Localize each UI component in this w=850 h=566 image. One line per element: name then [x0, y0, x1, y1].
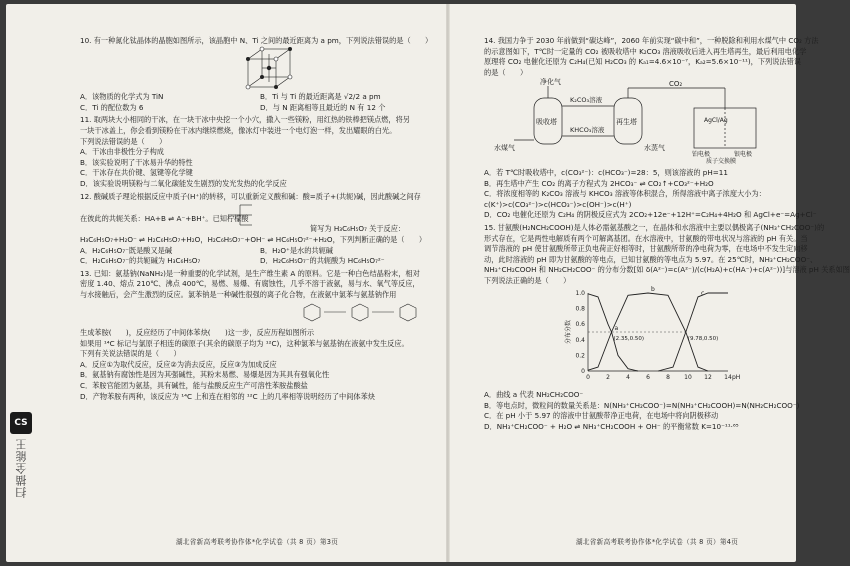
q15-option-a[interactable]: A．曲线 a 代表 NH₂CH₂COO⁻ — [484, 390, 584, 400]
q11-question: 下列说法错误的是（ ） — [80, 136, 167, 146]
right-page-footer: 湖北省新高考联考协作体*化学试卷（共 8 页）第4页 — [576, 538, 739, 546]
q11-option-c[interactable]: C．干冰存在共价键、氢键等化学键 — [80, 168, 193, 178]
label-pt-electrode: 铂电极 — [692, 151, 711, 159]
q10-option-c[interactable]: C．Ti 的配位数为 6 — [80, 102, 144, 112]
x-axis-label: pH — [732, 373, 741, 381]
q12-option-c[interactable]: C．H₂C₆H₅O₇⁻的共轭碱为 H₃C₆H₅O₇ — [80, 256, 201, 266]
x-tick-label: 0 — [586, 373, 590, 381]
series-label-b: b — [651, 285, 655, 293]
label-co2: CO₂ — [669, 80, 683, 89]
label-absorber: 吸收塔 — [536, 118, 557, 127]
q11-option-b[interactable]: B．该实验说明了干冰易升华的特性 — [80, 157, 193, 167]
q13-option-b[interactable]: B．氨基钠有腐蚀性是因为其强碱性，其粉末易燃、易爆是因为其具有强氧化性 — [80, 370, 330, 380]
q13-option-c[interactable]: C．苯胺官能团为氨基，具有碱性，能与盐酸反应生产可溶性苯胺盐酸盐 — [80, 381, 308, 391]
x-tick-label: 4 — [626, 373, 630, 381]
left-page — [80, 34, 440, 402]
q15-stem-4: 动，此时溶液的 pH 即为甘氨酸的等电点，已知甘氨酸的等电点为 5.97。在 25℃时，NH₃⁺CH₂COO⁻、 — [484, 254, 818, 264]
q15-question: 下列说法正确的是（ ） — [484, 275, 571, 285]
label-regenerator: 再生塔 — [616, 118, 637, 127]
x-tick-label: 6 — [646, 373, 650, 381]
q15-stem: 15. 甘氨酸(H₂NCH₂COOH)是人体必需氨基酸之一，在晶体和水溶液中主要以偶极离子(NH₃⁺CH₂COO⁻)的 — [484, 222, 825, 232]
q14-option-d[interactable]: D．CO₂ 电催化还原为 C₂H₄ 的阴极反应式为 2CO₂+12e⁻+12H⁺=C₂H₄+4H₂O 和 AgCl+e⁻=Ag+Cl⁻ — [484, 210, 817, 220]
x-tick-label: 2 — [606, 373, 610, 381]
q14-stem-2: 的示意图如下，T℃时一定量的 CO₂ 被吸收塔中 K₂CO₃ 溶液吸收后进入再生塔再生，最后利用电化学 — [484, 46, 807, 56]
series-line-a — [588, 293, 638, 370]
y-tick-label: 0.2 — [575, 351, 585, 359]
q15-option-c[interactable]: C．在 pH 小于 5.97 的溶液中甘氨酸带净正电荷，在电场中将向阴极移动 — [484, 411, 719, 421]
label-water-gas: 水煤气 — [494, 144, 515, 153]
q12-equation: H₃C₆H₅O₇+H₂O⁻ ⇌ H₂C₆H₅O₇+H₂O，H₂C₆H₅O₇⁻+OH⁻ ⇌ HC₆H₅O₇²⁻+H₂O，下列判断正确的是（ ） — [80, 234, 427, 244]
label-purified-gas: 净化气 — [540, 78, 561, 87]
q14-option-b[interactable]: B．再生塔中产生 CO₂ 的离子方程式为 2HCO₃⁻ ⇌ CO₂↑+CO₃²⁻+H₂O — [484, 178, 714, 188]
q13-stem-2: 密度 1.40、熔点 210℃、沸点 400℃，易燃、易爆、有腐蚀性，几乎不溶于液氨，易与水、氧气等反应， — [80, 279, 420, 289]
y-tick-label: 0 — [581, 367, 585, 375]
y-tick-label: 0.8 — [575, 305, 585, 313]
q15-option-b[interactable]: B．等电点时，微粒间的数量关系是：N(NH₃⁺CH₂COO⁻)=N(NH₃⁺CH₂COOH)=N(NH₂CH₂COO⁻) — [484, 400, 800, 410]
q10-option-a[interactable]: A．该物质的化学式为 TiN — [80, 92, 164, 102]
q15-option-d[interactable]: D．NH₃⁺CH₂COO⁻ + H₂O ⇌ NH₃⁺CH₂COOH + OH⁻ 的平衡常数 K=10⁻¹¹·⁶⁵ — [484, 421, 739, 431]
q14-question: 的是（ ） — [484, 67, 528, 77]
q11-option-d[interactable]: D．该实验说明镁粉与二氧化碳能发生剧烈的发光发热的化学反应 — [80, 178, 287, 188]
exam-sheet — [6, 4, 850, 562]
q14-option-c[interactable]: C．将浓度相等的 K₂CO₃ 溶液与 KHCO₃ 溶液等体积混合，所得溶液中离子浓度大小为： — [484, 189, 766, 199]
distribution-chart — [564, 287, 744, 387]
crystal-cell-figure — [240, 47, 300, 89]
co2-capture-diagram — [494, 78, 774, 164]
y-tick-label: 0.6 — [575, 320, 585, 328]
x-tick-label: 14 — [724, 373, 732, 381]
q15-stem-5: NH₃⁺CH₂COOH 和 NH₂CH₂COO⁻ 的分布分数[如 δ(A²⁻)=c(A²⁻)/(c(H₂A)+c(HA⁻)+c(A²⁻))]与溶液 pH 关系如图 — [484, 265, 850, 275]
q12-stem: 12. 酸碱质子理论根据反应中质子(H⁺)的转移，可以重新定义酸和碱：酸=质子+(共轭)碱，因此酸碱之间存 — [80, 191, 421, 201]
page-fold — [446, 4, 450, 562]
q14-stem: 14. 我国力争于 2030 年前做到“碳达峰”，2060 年前实现“碳中和”，一种脱除和利用水煤气中 CO₂ 方法 — [484, 36, 819, 45]
q12-option-d[interactable]: D．H₂C₆H₅O₇⁻的共轭酸为 HC₆H₅O₇²⁻ — [260, 256, 385, 266]
x-tick-label: 12 — [704, 373, 712, 381]
q13-stem: 13. 已知：氨基钠(NaNH₂)是一种重要的化学试剂，是生产维生素 A 的原料。它是一种白色结晶粉末，相对 — [80, 268, 420, 278]
q14-option-c-2: c(K⁺)>c(CO₃²⁻)>c(HCO₃⁻)>c(OH⁻)>c(H⁺) — [484, 199, 632, 209]
q12-options-row1 — [80, 246, 440, 257]
q14-stem-3: 原理将 CO₂ 电催化还原为 C₂H₄(已知 H₂CO₃ 的 Kₐ₁=4.6×10⁻⁷，Kₐ₂=5.6×10⁻¹¹)，下列说法错误 — [484, 57, 801, 67]
left-page-footer: 湖北省新高考联考协作体*化学试卷（共 8 页）第3页 — [176, 538, 339, 546]
q13-stem-3: 与水接触后，会产生激烈的反应。氯苯钠是一种碱性很强的离子化合物，在液氨中氯苯与氨基钠作用 — [80, 289, 397, 299]
q14-option-a[interactable]: A．若 T℃时吸收塔中，c(CO₃²⁻)：c(HCO₃⁻)=28：5，则该溶液的 pH=11 — [484, 167, 728, 177]
x-tick-label: 8 — [666, 373, 670, 381]
q12-options-row2 — [80, 256, 440, 267]
scanner-logo: CS — [10, 412, 32, 434]
q10-option-d[interactable]: D．与 N 距离相等且最近的 N 有 12 个 — [260, 102, 386, 112]
y-axis-label: 分布分数 — [565, 319, 572, 344]
q15-stem-3: 调节溶液的 pH 使甘氨酸所带正负电荷正好相等时，甘氨酸所带的净电荷为零，在电场中不发生定向移 — [484, 244, 808, 254]
q10-options-row2 — [80, 103, 440, 114]
q12-option-b[interactable]: B．H₂O⁺是水的共轭碱 — [260, 245, 333, 255]
label-khco3: KHCO₃溶液 — [570, 126, 605, 135]
q13-stem-4: 生成苯胺( )，反应经历了中间体苯炔( )这一步，反应历程如图所示 — [80, 328, 315, 338]
series-label-a: a — [614, 324, 619, 332]
right-page — [484, 34, 850, 432]
label-steam: 水蒸气 — [644, 144, 665, 153]
q11-option-a[interactable]: A．干冰由非极性分子构成 — [80, 147, 164, 157]
label-membrane: 质子交换膜 — [706, 158, 737, 166]
q10-options-row1 — [80, 92, 440, 103]
annotation-point-1: (2.35,0.50) — [613, 335, 645, 342]
reaction-mechanism-figure — [300, 300, 430, 330]
q10-stem: 10. 有一种氮化钛晶体的晶胞如图所示，该晶胞中 N、Ti 之间的最近距离为 a pm，下列说法错误的是（ ） — [80, 36, 433, 45]
q11-stem-2: 一块干冰盖上，你会看到镁粉在干冰内继续燃烧，像冰灯中装进一个电灯泡一样，发出耀眼的白光。 — [80, 125, 397, 135]
q13-option-d[interactable]: D．产物苯胺有两种，该反应为 ¹⁴C 上和连在相邻的 ¹²C 上的几率相等说明经历了中间体苯炔 — [80, 391, 375, 401]
scanner-watermark — [10, 412, 32, 550]
label-k2co3: K₂CO₃溶液 — [570, 96, 603, 105]
scanner-text: 扫描全能王 — [15, 438, 28, 498]
q11-stem: 11. 取两块大小相同的干冰，在一块干冰中央挖一个小穴，撒入一些镁粉，用红热的铁棒把镁点燃，将另 — [80, 115, 410, 125]
q13-stem-5: 如果用 ¹⁴C 标记与氯原子相连的碳原子(其余的碳原子均为 ¹²C)，这种氯苯与氨基钠在液氨中发生反应。 — [80, 338, 409, 348]
x-tick-label: 10 — [684, 373, 692, 381]
label-silver-electrode: 银电极 — [734, 151, 753, 159]
y-tick-label: 0.4 — [575, 336, 585, 344]
annotation-point-2: (9.78,0.50) — [687, 335, 719, 342]
q10-option-b[interactable]: B．Ti 与 Ti 的最近距离是 √2/2 a pm — [260, 92, 381, 102]
y-tick-label: 1.0 — [575, 289, 585, 297]
q12-stem-2: 在彼此的共轭关系：HA+B ⇌ A⁻+BH⁺。已知柠檬酸 — [80, 213, 249, 223]
q13-option-a[interactable]: A．反应①为取代反应，反应②为消去反应，反应③为加成反应 — [80, 359, 277, 369]
series-label-c: c — [701, 289, 705, 297]
q12-option-a[interactable]: A．H₂C₆H₅O₇⁻既是酸又是碱 — [80, 245, 173, 255]
label-agcl-ag: AgCl/Ag — [704, 117, 728, 125]
q12-stem-3: 简写为 H₃C₆H₅O₇ 关于反应： — [310, 224, 406, 234]
q13-question: 下列有关说法错误的是（ ） — [80, 349, 181, 359]
q15-stem-2: 形式存在，它是两性电解质有两个可解离基团。在水溶液中，甘氨酸的带电状况与溶液的 pH 有关。当 — [484, 233, 808, 243]
